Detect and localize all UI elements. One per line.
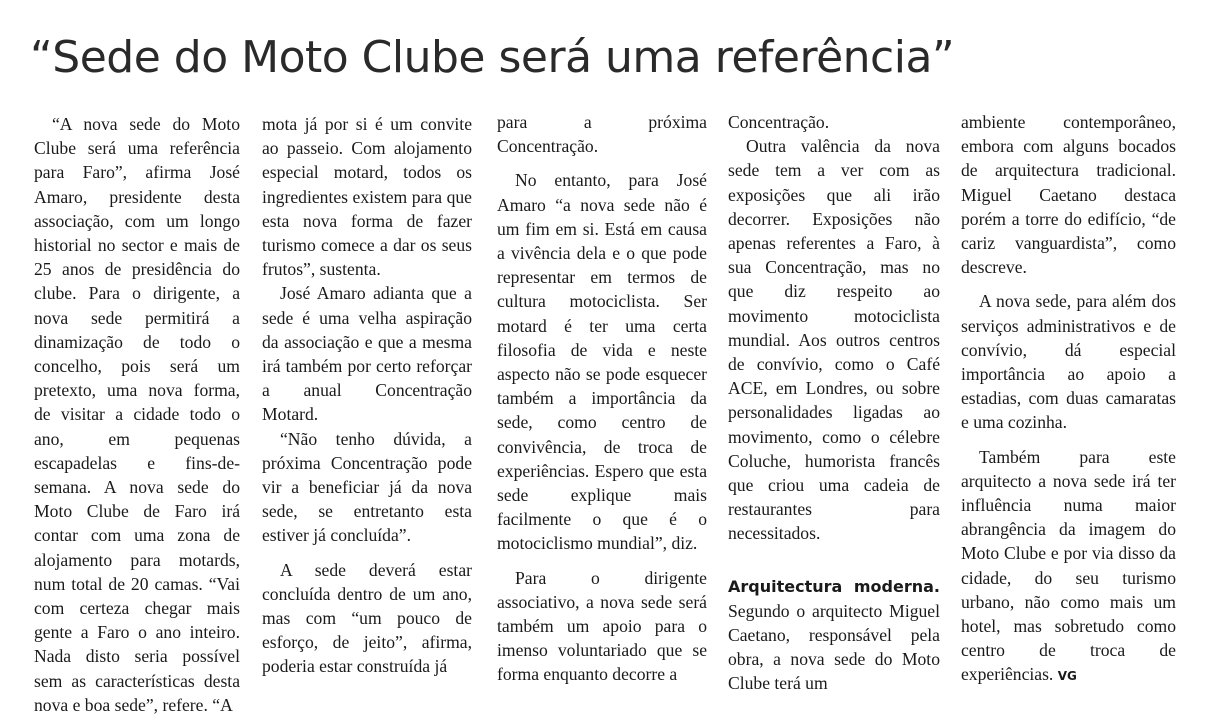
- closing-text: Também para este arquitecto a nova sede irá ter influência numa maior abrangência da imagem do Moto Clube e por via disso da cidade, do seu turismo urbano, não como mais um hotel, mas sobretudo como centro de troca de experiências.: [961, 446, 1176, 685]
- headline: “Sede do Moto Clube será uma referência”: [30, 32, 955, 83]
- paragraph: [961, 445, 1176, 689]
- paragraph: A nova sede, para além dos serviços administrativos e de convívio, dá especial importância ao apoio a estadias, com duas camaratas e uma cozinha.: [961, 291, 1176, 433]
- paragraph: A sede deverá estar concluída dentro de um ano, mas com “um pouco de esforço, de jeito”, afirma, poderia estar construída já: [262, 559, 472, 677]
- paragraph: Outra valência da nova sede tem a ver com as exposições que ali irão decorrer. Exposições não apenas referentes a Faro, à sua Concentração, mas no que diz respeito ao movimento motociclista mundial. Aos outros centros de convívio, como o Café ACE, em Londres, ou sobre personalidades ligadas ao movimento, como o célebre Coluche, humorista francês que criou uma cadeia de restaurantes para necessitados.: [728, 136, 940, 544]
- column-4: [728, 110, 940, 696]
- paragraph: No entanto, para José Amaro “a nova sede não é um fim em si. Está em causa a vivência dela e o que pode representar em termos de cultura motociclista. Ser motard é ter uma certa filosofia de vida e neste aspecto não se pode esquecer também a importância da sede, como centro de convivência, de troca de experiências. Espero que esta sede explique mais facilmente o que é o motociclismo mundial”, diz.: [497, 170, 707, 554]
- subsection-text: Segundo o arquitecto Miguel Caetano, responsável pela obra, a nova sede do Moto Clube terá um: [728, 600, 940, 694]
- paragraph: ambiente contemporâneo, embora com alguns bocados de arquitectura tradicional. Miguel Caetano destaca porém a torre do edifício, “de cariz vanguardista”, como descreve.: [961, 112, 1176, 278]
- column-3: [497, 110, 707, 687]
- paragraph: “Não tenho dúvida, a próxima Concentração pode vir a beneficiar já da nova sede, se entretanto esta estiver já concluída”.: [262, 428, 472, 546]
- paragraph: mota já por si é um convite ao passeio. Com alojamento especial motard, todos os ingredientes existem para que esta nova forma de fazer turismo comece a dar os seus frutos”, sustenta.: [262, 114, 472, 280]
- paragraph: José Amaro adianta que a sede é uma velha aspiração da associação e que a mesma irá também por certo reforçar a anual Concentração Motard.: [262, 283, 472, 425]
- author-signature: VG: [1057, 669, 1077, 684]
- paragraph: “A nova sede do Moto Clube será uma referência para Faro”, afirma José Amaro, presidente desta associação, com um longo historial no sector e mais de 25 anos de presidência do clube. Para o dirigente, a nova sede permitirá a dinamização de todo o concelho, pois será um pretexto, uma nova forma, de visitar a cidade todo o ano, em pequenas escapadelas e fins-de-semana. A nova sede do Moto Clube de Faro irá contar com uma zona de alojamento para motards, num total de 20 camas. “Vai com certeza chegar mais gente a Faro o ano inteiro. Nada disto seria possível sem as características desta nova e boa sede”, refere. “A: [34, 114, 240, 715]
- column-2: [262, 112, 472, 679]
- subheading: Arquitectura moderna.: [728, 576, 940, 596]
- column-5: [961, 110, 1176, 689]
- paragraph: Para o dirigente associativo, a nova sede será também um apoio para o imenso voluntariado que se forma enquanto decorre a: [497, 567, 707, 685]
- column-1: [34, 112, 240, 717]
- paragraph: para a próxima Concentração.: [497, 112, 707, 157]
- paragraph: Concentração.: [728, 112, 830, 132]
- subsection-paragraph: [728, 574, 940, 696]
